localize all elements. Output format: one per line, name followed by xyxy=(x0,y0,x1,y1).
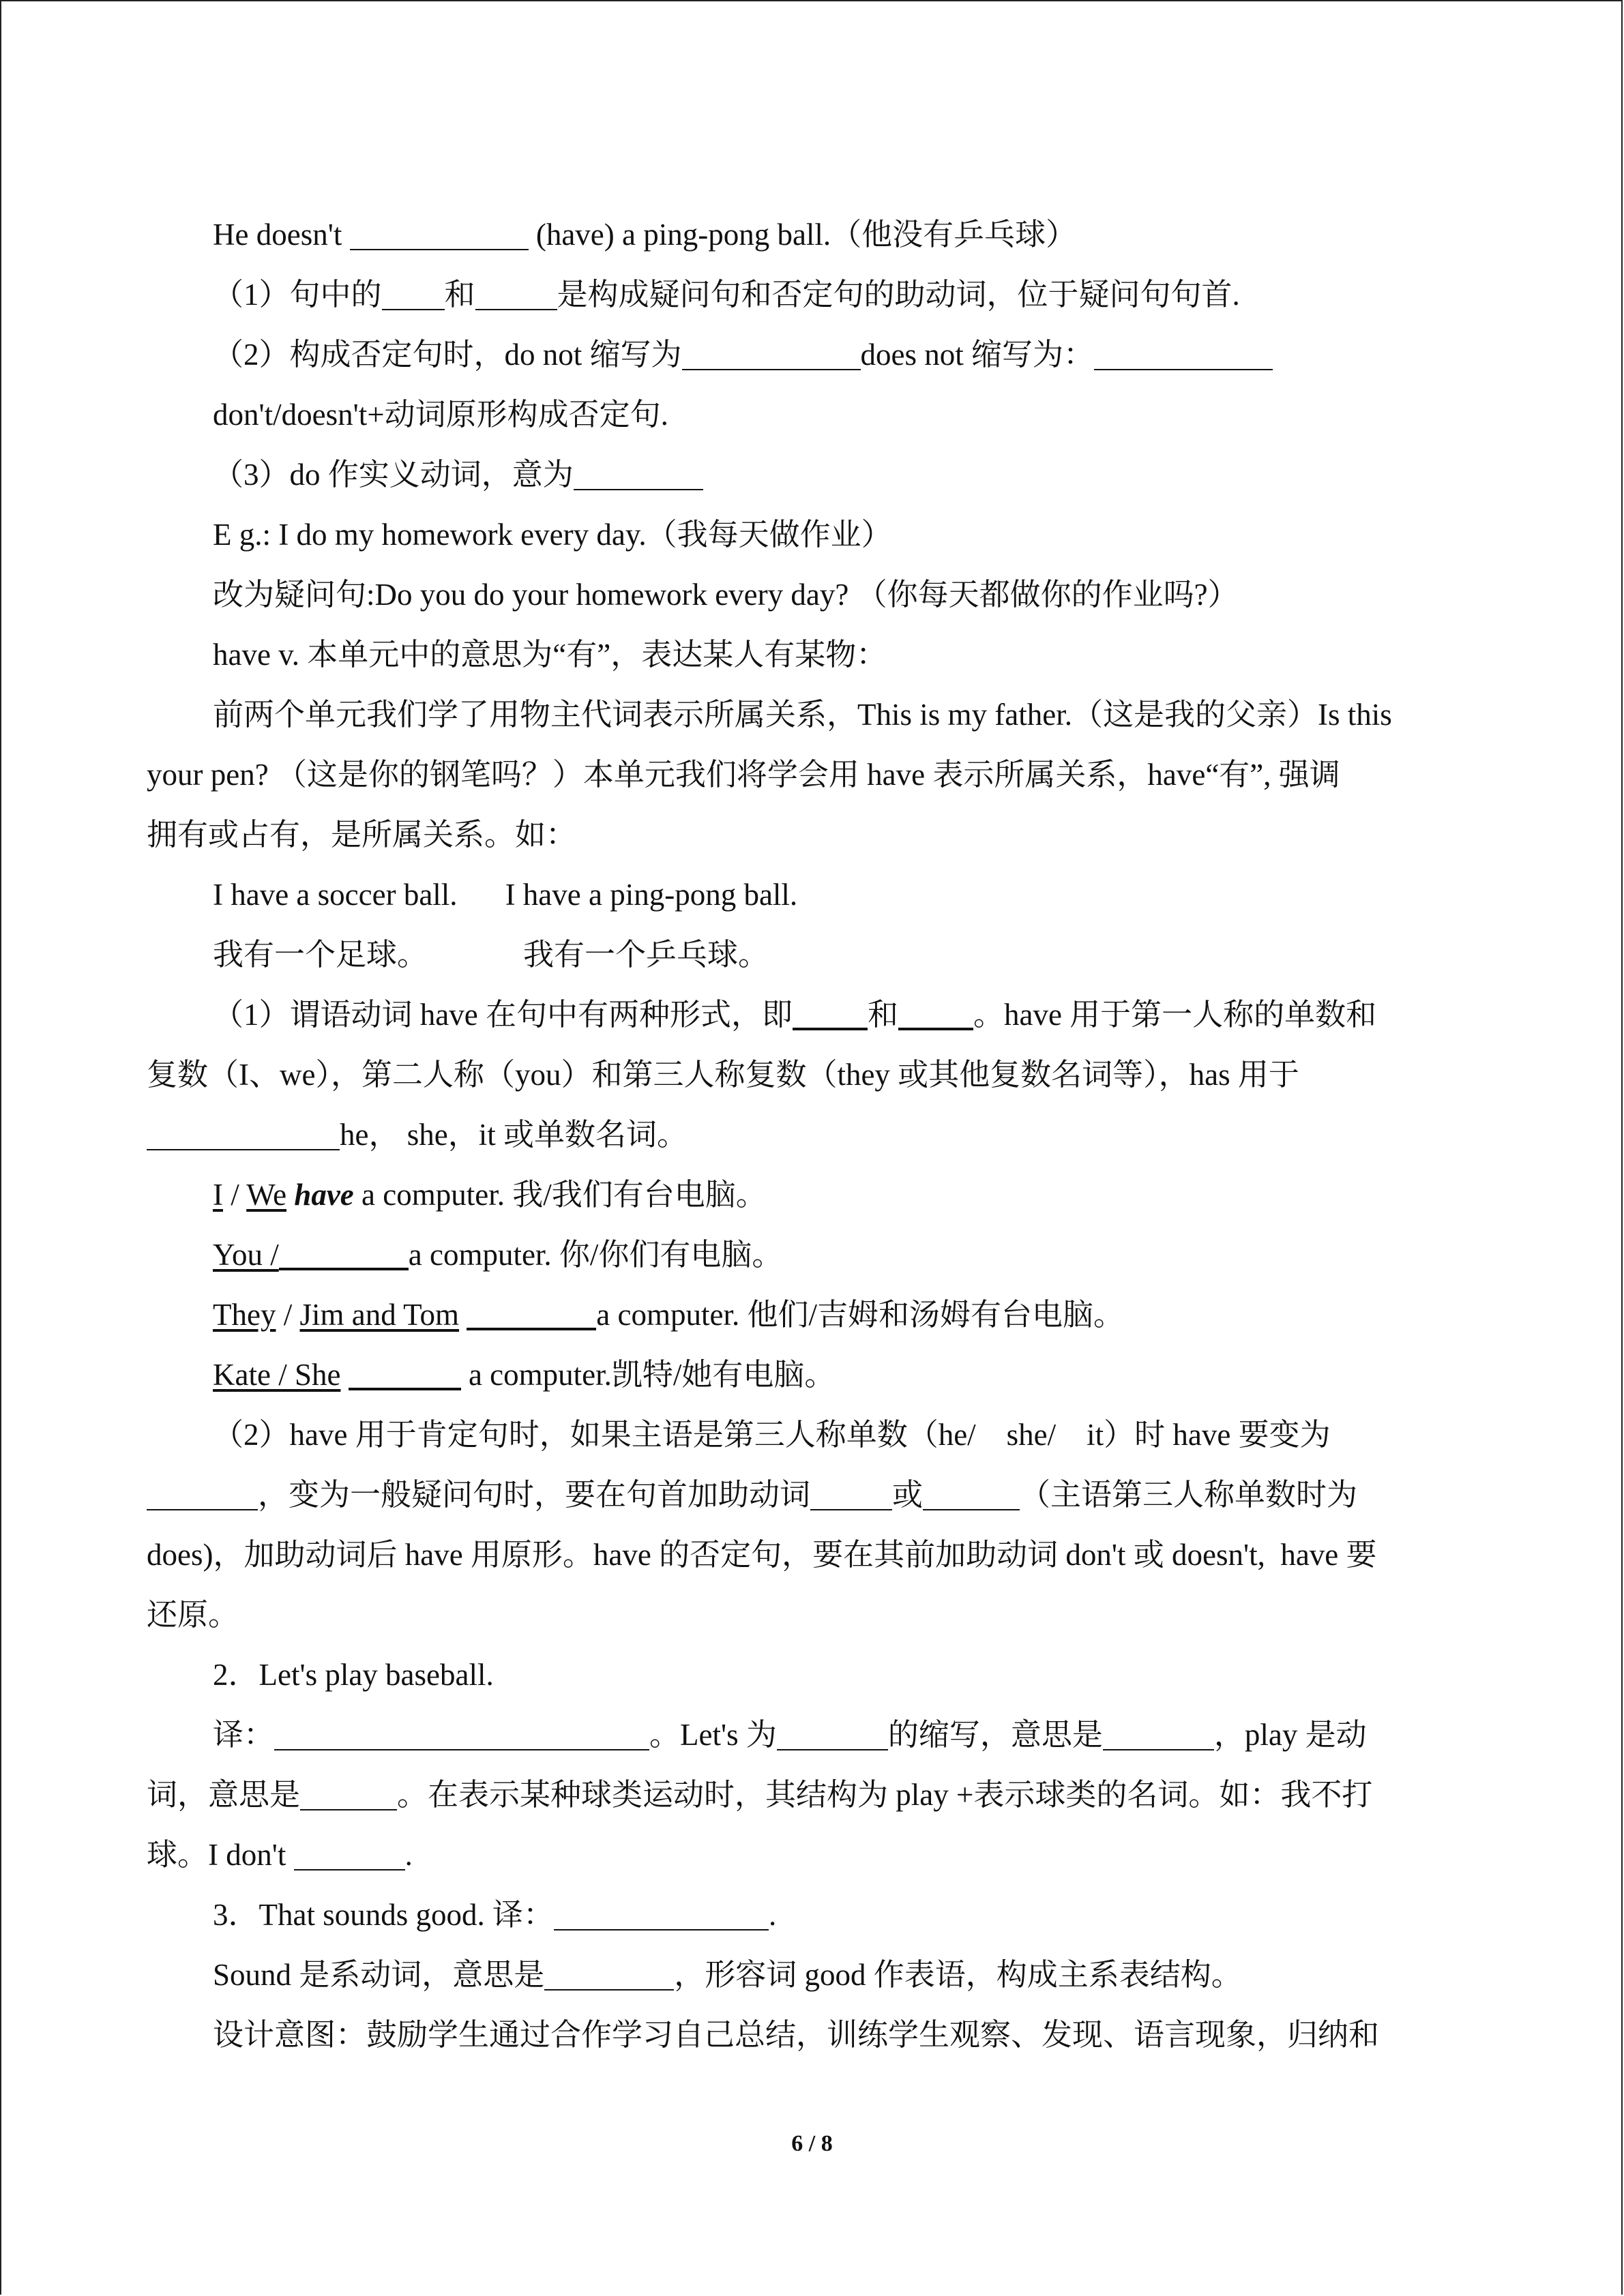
blank xyxy=(467,1297,596,1330)
blank xyxy=(349,1357,461,1390)
line-21: （2）have 用于肯定句时，如果主语是第三人称单数（he/ she/ it）时 have 要变为 xyxy=(213,1418,1331,1452)
blank xyxy=(574,458,703,490)
line-30: Sound 是系动词，意思是 ，形容词 good 作表语，构成主系表结构。 xyxy=(213,1958,1242,1992)
document-body xyxy=(147,205,1477,2065)
blank xyxy=(1094,338,1273,370)
line-20: Kate / She a computer.凯特/她有电脑。 xyxy=(213,1358,836,1392)
line-10: your pen? （这是你的钢笔吗？）本单元我们将学会用 have 表示所属关系，have“有”, 强调 xyxy=(147,758,1340,792)
line-31: 设计意图：鼓励学生通过合作学习自己总结，训练学生观察、发现、语言现象，归纳和 xyxy=(213,2018,1380,2052)
line-24: 还原。 xyxy=(147,1598,239,1632)
line-4: don't/doesn't+动词原形构成否定句. xyxy=(213,398,668,432)
line-3: （2）构成否定句时，do not 缩写为 does not 缩写为： xyxy=(147,325,1477,385)
line-9: 前两个单元我们学了用物主代词表示所属关系，This is my father.（这是我的父亲）Is this xyxy=(213,698,1392,732)
line-23: does)，加助动词后 have 用原形。have 的否定句，要在其前加助动词 don't 或 doesn't, have 要 xyxy=(147,1538,1377,1572)
blank xyxy=(274,1718,649,1750)
line-12: I have a soccer ball. I have a ping-pong ball. xyxy=(213,878,798,912)
line-17: I / We have a computer. 我/我们有台电脑。 xyxy=(213,1178,767,1212)
blank xyxy=(554,1898,769,1930)
line-27: 词，意思是 。在表示某种球类运动时，其结构为 play +表示球类的名词。如：我不打 xyxy=(147,1778,1373,1812)
line-25: 2．Let's play baseball. xyxy=(213,1658,494,1692)
line-14: （1）谓语动词 have 在句中有两种形式，即 和 。have 用于第一人称的单数和 xyxy=(213,998,1377,1032)
blank xyxy=(682,338,861,370)
line-5: （3）do 作实义动词，意为 xyxy=(147,445,1477,505)
blank xyxy=(300,1778,397,1810)
blank xyxy=(382,278,445,310)
blank xyxy=(544,1958,674,1991)
blank xyxy=(279,1237,409,1270)
line-16: he， she，it 或单数名词。 xyxy=(147,1105,1477,1165)
blank xyxy=(294,1838,405,1870)
line-7: 改为疑问句:Do you do your homework every day? （你每天都做你的作业吗?） xyxy=(213,578,1239,612)
blank xyxy=(777,1718,888,1750)
line-8: have v. 本单元中的意思为“有”，表达某人有某物： xyxy=(213,638,887,672)
line-28: 球。I don't . xyxy=(147,1838,413,1872)
blank xyxy=(923,1478,1020,1510)
blank xyxy=(810,1478,892,1510)
blank xyxy=(1103,1718,1214,1750)
line-6: E g.: I do my homework every day.（我每天做作业） xyxy=(213,518,892,552)
line-11: 拥有或占有，是所属关系。如： xyxy=(147,818,577,852)
blank xyxy=(475,278,557,310)
line-1: He doesn't (have) a ping-pong ball.（他没有乒乓球） xyxy=(213,218,1077,252)
blank xyxy=(147,1118,340,1150)
blank xyxy=(898,997,973,1030)
line-13: 我有一个足球。 我有一个乒乓球。 xyxy=(213,938,769,972)
blank xyxy=(147,1478,258,1510)
line-26: 译： 。Let's 为 的缩写，意思是 ，play 是动 xyxy=(213,1718,1367,1752)
line-19: They / Jim and Tom a computer. 他们/吉姆和汤姆有台电脑。 xyxy=(213,1298,1124,1332)
line-29: 3．That sounds good. 译： . xyxy=(213,1898,777,1932)
line-15: 复数（I、we），第二人称（you）和第三人称复数（they 或其他复数名词等），has 用于 xyxy=(147,1058,1299,1092)
line-18: You / a computer. 你/你们有电脑。 xyxy=(213,1238,783,1272)
line-22: ，变为一般疑问句时，要在句首加助动词 或 （主语第三人称单数时为 xyxy=(147,1465,1477,1525)
page-number: 6 / 8 xyxy=(791,2131,833,2156)
line-2: （1）句中的 和 是构成疑问句和否定句的助动词，位于疑问句句首. xyxy=(213,278,1240,312)
blank xyxy=(350,218,529,250)
blank xyxy=(793,997,868,1030)
